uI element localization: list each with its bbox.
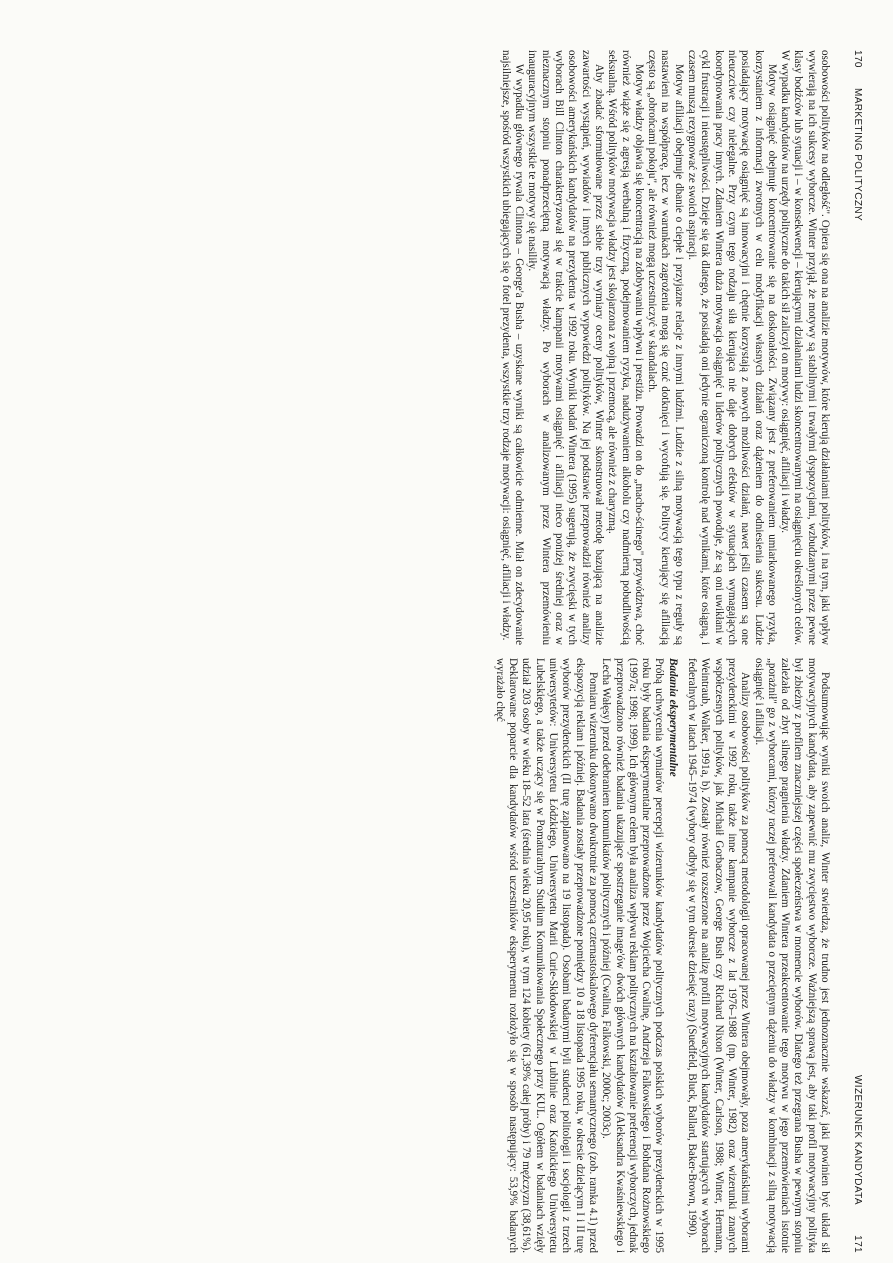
body-text bbox=[492, 658, 830, 1253]
running-head bbox=[849, 50, 863, 645]
section-heading: Badania eksperymentalne bbox=[666, 658, 679, 777]
left-page bbox=[91, 50, 879, 645]
paragraph: Podsumowując wyniki swoich analiz, Winter stwierdza, że trudno jest jednoznacznie wskazać, jaki powinien być układ sił motywacyjnych kandydata, aby zapewnić mu zwycięstwo wyborcze. Ważniejszą sprawą jest, aby taki profil motywacyjny polityka był zbieżny z profilem znaczniejszej części społeczeństwa w momencie wyborów. Dlatego też przegrana Busha w pewnym stopniu zależała od zbyt silnego pragnienia władzy. Zdaniem Wintera przeakcentowanie tego motywu w jego przemówieniach istotnie „porażnił" go z wyborcami, którzy raczej preferowali kandydata o przeciętnym dążeniu do władzy w kombinacji z silną motywacją osiągnięć i afiliacji. bbox=[752, 658, 831, 1253]
paragraph: Próbą uchwycenia wymiarów percepcji wizerunków kandydatów politycznych podczas polskich wyborów prezydenckich w 1995 roku były badania eksperymentalne przeprowadzone przez Wojciecha Cwalinę, Andrzeja Falkowskiego i Bohdana Rożnowskiego (1997a; 1998; 1999). Ich głównym celem była analiza wpływu reklam politycznych na kształtowanie preferencji wyborczych, jednak przeprowadzono również badania ukazujące spostrzeganie image'ów dwóch głównych kandydatów (Aleksandra Kwaśniewskiego i Lecha Wałęsy) przed odebraniem komunikatów politycznych i później (Cwalina, Falkowski, 2000c; 2003c). bbox=[599, 658, 665, 1253]
paragraph: Pomiaru wizerunku dokonywano dwukrotnie za pomocą czternastoskalowego dyferencjału semantycznego (zob. ramka 4.1) przed ekspozycją reklam i później. Badania zostały przeprowadzone pomiędzy 10 a 18 listopada 1995 roku, w okresie dzielącym I i II turę wyborów prezydenckich (II turę zaplanowano na 19 listopada). Osobami badanymi byli studenci politologii i socjologii z trzech uniwersytetów: Uniwersytetu Łódzkiego, Uniwersytetu Marii Curie-Skłodowskiej w Lublinie oraz Katolickiego Uniwersytetu Lubelskiego, a także uczący się w Pomaturalnym Studium Komunikowania Społecznego przy KUL. Ogółem w badaniach wzięły udział 203 osoby w wieku 18–52 lata (średnia wieku 20,95 roku), w tym 124 kobiety (61,39% całej próby) i 79 mężczyzn (38,61%). Deklarowane poparcie dla kandydatów wśród uczestników eksperymentu rozłożyło się w sposób następujący: 53,9% badanych wyrażało chęć bbox=[493, 658, 599, 1253]
paragraph: W wypadku głównego rywala Clintona – George'a Busha – uzyskane wyniki są całkowicie odmienne. Miał on zdecydowanie najsilniejsze, spośród wszystkich ubiegających się o fotel prezydenta, wszystkie trzy rodzaje motywacji: osiągnięć, afiliacji i władzy. bbox=[499, 50, 525, 645]
paragraph: osobowości polityków na odległość". Opiera się ona na analizie motywów, które kierują działaniami polityków, i na tym, jaki wpływ wywierają na ich sukcesy wyborcze. Winter przyjął, że motywy są stabilnymi i trwałymi dyspozycjami, wzbudzanymi przez pewne klasy bodźców lub sytuacji i – w konsekwencji – kierującymi działaniami ludzi skoncentrowanymi na osiągnięciu określonych celów. W wypadku kandydatów na urzędy polityczne do takich sił zaliczył on motywy: osiągnięć, afiliacji i władzy. bbox=[778, 50, 831, 645]
right-page bbox=[91, 658, 879, 1253]
page-number: 171 bbox=[851, 1235, 863, 1253]
paragraph: Motyw osiągnięć obejmuje koncentrowanie się na doskonałości. Związany jest z preferowaniem umiarkowanego ryzyka, korzystaniem z informacji zwrotnych w celu modyfikacji własnych działań oraz dążeniem do odniesienia sukcesu. Ludzie posiadający motywację osiągnięć są innowacyjni i chętnie korzystają z nowych możliwości działań, nawet jeśli czasem są one nieuczciwe czy nielegalne. Przy czym tego rodzaju siła kierująca nie daje dobrych efektów w sytuacjach wymagających koordynowania pracy innych. Zdaniem Wintera duża motywacja osiągnięć u liderów politycznych powoduje, że są oni uwikłani w cykl frustracji i nieustępliwości. Dzieje się tak dlatego, że posiadają oni jedynie ograniczoną kontrolę nad wynikami, które osiągną, i czasem muszą rezygnować ze swoich aspiracji. bbox=[685, 50, 778, 645]
running-head-title: MARKETING POLITYCZNY bbox=[851, 88, 863, 222]
paragraph: Aby zbadać sformułowane przez siebie trzy wymiary oceny polityków, Winter skonstruował metodę bazującą na analizie zawartości wystąpień, wywiadów i innych publicznych wypowiedzi polityków. Na jej podstawie przeprowadził również analizy osobowości amerykańskich kandydatów na prezydenta w 1992 roku. Wyniki badań Wintera (1995) sugerują, że zwycięski w tych wyborach Bill Clinton charakteryzował się w trakcie kampanii motywami osiągnięć i afiliacji nieco poniżej średniej oraz w nieznacznym stopniu ponadprzeciętną motywacją władzy. Po wyborach w analizowanym przez Wintera przemówieniu inauguracyjnym wszystkie te motywy się nasiliły. bbox=[525, 50, 605, 645]
paragraph: Analizy osobowości polityków za pomocą metodologii opracowanej przez Wintera obejmowały, poza amerykańskimi wyborami prezydenckimi w 1992 roku, także inne kampanie wyborcze z lat 1976–1988 (np. Winter, 1982) oraz wizerunki znanych współczesnych polityków, jak Michaił Gorbaczow, George Bush czy Richard Nixon (Winter, Carlson, 1988; Winter, Hermann, Weintraub, Walker, 1991a, b). Zostały również rozszerzone na analizę profili motywacyjnych kandydatów startujących w wyborach federalnych w latach 1945–1974 (wybory odbyły się w tym okresie dziesięć razy) (Suedfeld, Bluck, Ballard, Baker-Brown, 1990). bbox=[685, 658, 751, 1253]
body-text bbox=[498, 50, 830, 645]
running-head-title: WIZERUNEK KANDYDATA bbox=[851, 1074, 863, 1205]
paragraph: Motyw afiliacji obejmuje dbanie o ciepłe i przyjazne relacje z innymi ludźmi. Ludzie z silną motywacją tego typu z reguły są nastawieni na współpracę, lecz w warunkach zagrożenia mogą się czuć dotknięci i wycofują się. Politycy kierujący się afiliacją często są „obrońcami pokoju", ale również mogą uczestniczyć w skandalach. bbox=[645, 50, 685, 645]
page-number: 170 bbox=[851, 50, 863, 68]
paragraph: Motyw władzy objawia się koncentracją na zdobywaniu wpływu i prestiżu. Prowadzi on do „macho-ścinego" przywództwa, choć również wiąże się z agresją werbalną i fizyczną, podejmowaniem ryzyka, nadużywaniem alkoholu czy nadmierną pobudliwością seksualną. Wśród polityków motywacja władzy jest skojarzona z wojną i przemocą, ale również z charyzmą. bbox=[605, 50, 645, 645]
running-head bbox=[849, 658, 863, 1253]
